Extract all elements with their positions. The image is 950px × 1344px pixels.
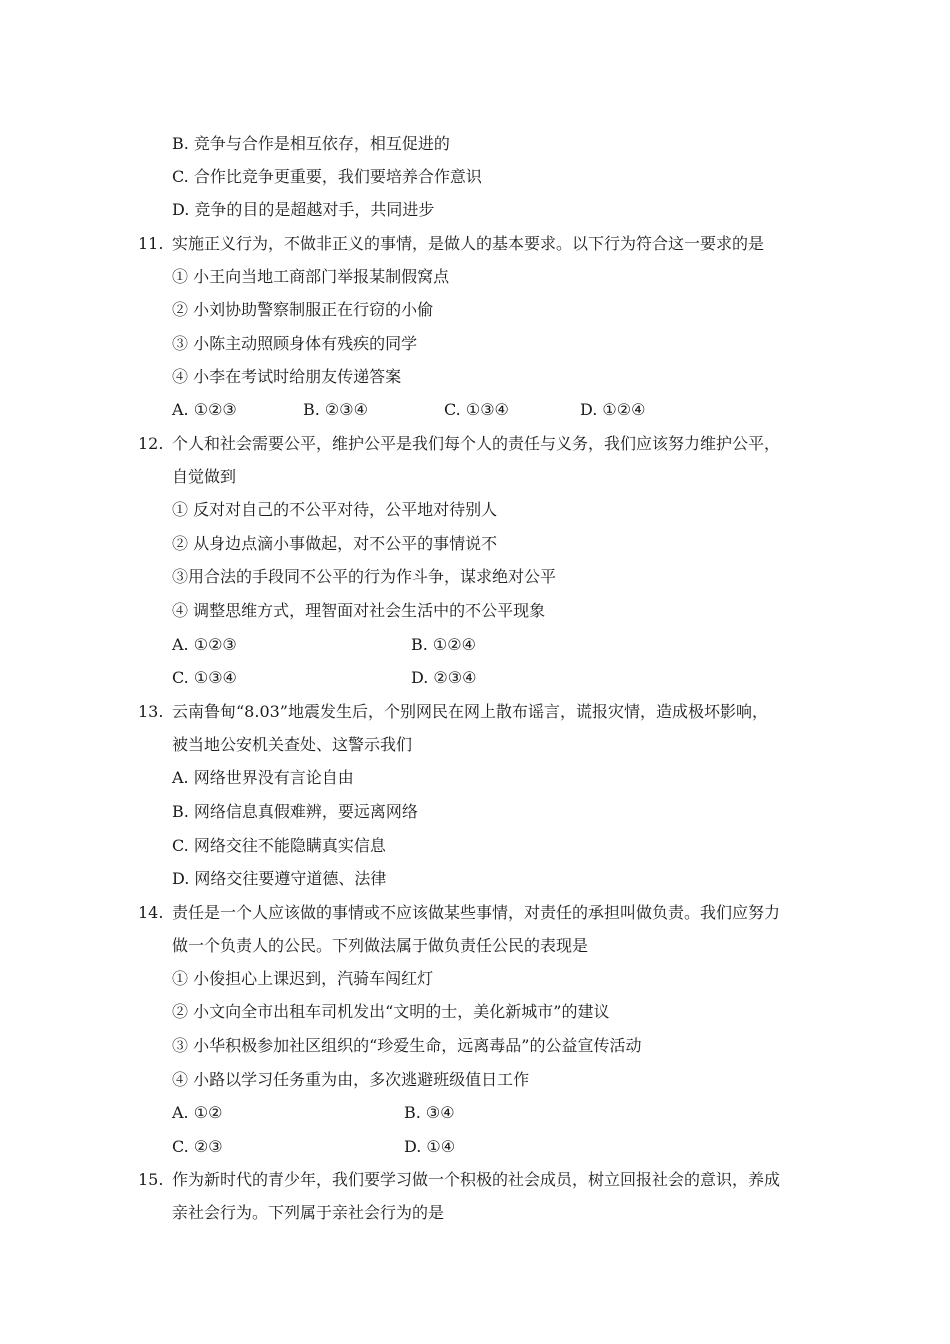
question-12-option-d: D. ②③④ [411,668,477,687]
question-14-option-a: A. ①② [172,1103,223,1122]
question-12-stem-cont: 自觉做到 [172,467,237,486]
question-15-number: 15. [138,1170,164,1189]
question-13-stem: 云南鲁甸“8.03”地震发生后，个别网民在网上散布谣言，谎报灾情，造成极坏影响， [172,702,768,721]
prev-option-c: C. 合作比竞争更重要，我们要培养合作意识 [172,167,482,186]
question-14-option-d: D. ①④ [404,1137,456,1156]
question-14-stem: 责任是一个人应该做的事情或不应该做某些事情，对责任的承担叫做负责。我们应努力 [172,903,781,922]
question-11-stem: 实施正义行为，不做非正义的事情，是做人的基本要求。以下行为符合这一要求的是 [172,234,765,253]
question-11-number: 11. [138,234,164,253]
question-15-stem: 作为新时代的青少年，我们要学习做一个积极的社会成员，树立回报社会的意识，养成 [172,1170,781,1189]
question-11-item: ① 小王向当地工商部门举报某制假窝点 [172,267,450,286]
question-13-option-b: B. 网络信息真假难辨，要远离网络 [172,802,418,821]
question-14-item: ③ 小华积极参加社区组织的“珍爱生命，远离毒品”的公益宣传活动 [172,1036,642,1055]
question-14-item: ① 小俊担心上课迟到，汽骑车闯红灯 [172,969,434,988]
question-14-item: ④ 小路以学习任务重为由，多次逃避班级值日工作 [172,1070,530,1089]
question-11-option-c: C. ①③④ [444,400,509,419]
question-11-item: ② 小刘协助警察制服正在行窃的小偷 [172,300,434,319]
question-13-option-a: A. 网络世界没有言论自由 [172,768,354,787]
question-15-stem-cont: 亲社会行为。下列属于亲社会行为的是 [172,1203,445,1222]
question-14-option-c: C. ②③ [172,1137,223,1156]
question-12-item: ① 反对对自己的不公平对待，公平地对待别人 [172,500,498,519]
question-12-option-c: C. ①③④ [172,668,237,687]
question-11-item: ③ 小陈主动照顾身体有残疾的同学 [172,334,418,353]
question-14-number: 14. [138,903,164,922]
question-11-option-a: A. ①②③ [172,400,237,419]
question-14-item: ② 小文向全市出租车司机发出“文明的士，美化新城市”的建议 [172,1002,610,1021]
question-11-option-d: D. ①②④ [580,400,646,419]
question-13-stem-cont: 被当地公安机关查处、这警示我们 [172,735,413,754]
question-12-number: 12. [138,434,164,453]
question-13-option-d: D. 网络交往要遵守道德、法律 [172,869,387,888]
question-14-option-b: B. ③④ [404,1103,455,1122]
question-12-option-b: B. ①②④ [411,635,476,654]
question-12-stem: 个人和社会需要公平，维护公平是我们每个人的责任与义务，我们应该努力维护公平， [172,434,781,453]
prev-option-d: D. 竞争的目的是超越对手，共同进步 [172,200,435,219]
question-11-item: ④ 小李在考试时给朋友传递答案 [172,367,402,386]
question-13-number: 13. [138,702,164,721]
question-12-option-a: A. ①②③ [172,635,237,654]
question-14-stem-cont: 做一个负责人的公民。下列做法属于做负责任公民的表现是 [172,936,589,955]
prev-option-b: B. 竞争与合作是相互依存，相互促进的 [172,134,450,153]
question-12-item: ② 从身边点滴小事做起，对不公平的事情说不 [172,534,498,553]
question-12-item: ④ 调整思维方式，理智面对社会生活中的不公平现象 [172,601,546,620]
question-13-option-c: C. 网络交往不能隐瞒真实信息 [172,836,386,855]
question-12-item: ③用合法的手段同不公平的行为作斗争，谋求绝对公平 [172,567,557,586]
question-11-option-b: B. ②③④ [303,400,368,419]
